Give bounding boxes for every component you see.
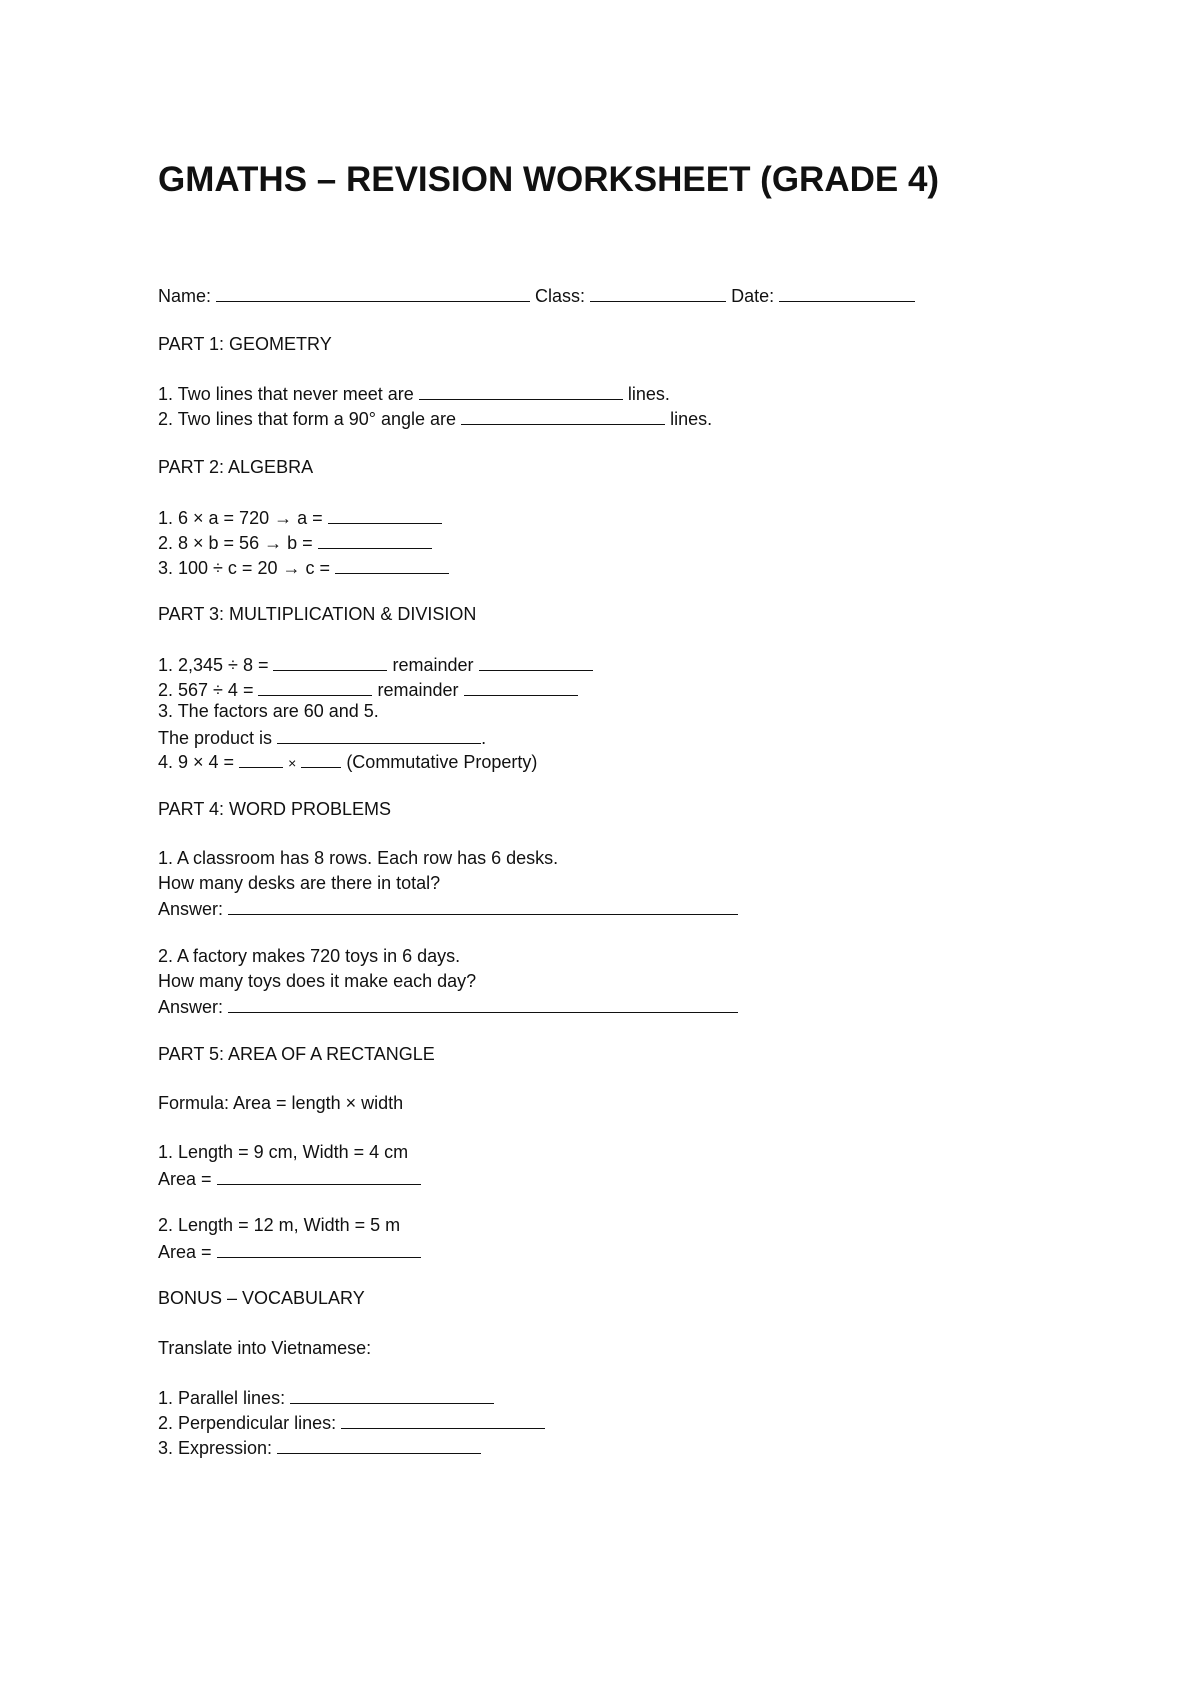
answer-field[interactable] [273,651,387,671]
bonus-question-1: 1. Parallel lines: [158,1384,545,1409]
answer-field[interactable] [228,993,738,1013]
remainder-field[interactable] [464,676,578,696]
bonus-instruction: Translate into Vietnamese: [158,1338,372,1358]
answer-field[interactable] [318,529,432,549]
part5-formula: Formula: Area = length × width [158,1093,404,1113]
answer-field[interactable] [328,504,442,524]
answer-field[interactable] [239,748,283,768]
part2-question-1: 1. 6 × a = 720 → a = [158,504,449,529]
part4-heading: PART 4: WORD PROBLEMS [158,799,392,819]
bonus-heading: BONUS – VOCABULARY [158,1288,365,1308]
answer-field[interactable] [341,1409,545,1429]
answer-field[interactable] [277,1434,481,1454]
answer-field[interactable] [217,1238,421,1258]
date-field[interactable] [779,282,915,302]
date-label: Date: [731,286,775,306]
part3-questions-1-2 [158,651,593,701]
part4-question-2: 2. A factory makes 720 toys in 6 days. How many toys does it make each day? [158,946,477,991]
answer-field[interactable] [290,1384,494,1404]
worksheet-page [158,150,1138,1458]
student-info-row [158,282,915,307]
part2-questions [158,504,449,579]
name-label: Name: [158,286,212,306]
part1-heading: PART 1: GEOMETRY [158,334,332,354]
part2-heading: PART 2: ALGEBRA [158,457,314,477]
answer-field[interactable] [228,895,738,915]
part2-question-3: 3. 100 ÷ c = 20 → c = [158,554,449,579]
answer-field[interactable] [217,1165,421,1185]
answer-field[interactable] [419,380,623,400]
page-title: GMATHS – REVISION WORKSHEET (GRADE 4) [158,160,940,199]
part1-questions [158,380,712,430]
class-label: Class: [535,286,586,306]
answer-field[interactable] [461,405,665,425]
answer-field[interactable] [277,724,481,744]
answer-field[interactable] [301,748,341,768]
part5-heading: PART 5: AREA OF A RECTANGLE [158,1044,435,1064]
part3-heading: PART 3: MULTIPLICATION & DIVISION [158,604,477,624]
part2-question-2: 2. 8 × b = 56 → b = [158,529,449,554]
part4-question-1: 1. A classroom has 8 rows. Each row has 6 desks. How many desks are there in total? [158,848,559,893]
bonus-question-2: 2. Perpendicular lines: [158,1409,545,1434]
part5-question-2: 2. Length = 12 m, Width = 5 m Area = [158,1213,421,1263]
answer-field[interactable] [258,676,372,696]
part3-question-1: 1. 2,345 ÷ 8 = remainder [158,651,593,676]
name-field[interactable] [216,282,530,302]
answer-field[interactable] [335,554,449,574]
bonus-question-3: 3. Expression: [158,1434,545,1459]
part3-question-3: 3. The factors are 60 and 5. The product is . [158,701,487,748]
bonus-questions [158,1384,545,1459]
part4-answer-2: Answer: [158,993,738,1018]
part1-question-2: 2. Two lines that form a 90° angle are lines. [158,405,712,430]
remainder-field[interactable] [479,651,593,671]
part5-question-1: 1. Length = 9 cm, Width = 4 cm Area = [158,1140,421,1190]
class-field[interactable] [590,282,726,302]
part4-answer-1: Answer: [158,895,738,920]
part3-question-4: 4. 9 × 4 = × (Commutative Property) [158,748,537,773]
part1-question-1: 1. Two lines that never meet are lines. [158,380,712,405]
part3-question-2: 2. 567 ÷ 4 = remainder [158,676,593,701]
